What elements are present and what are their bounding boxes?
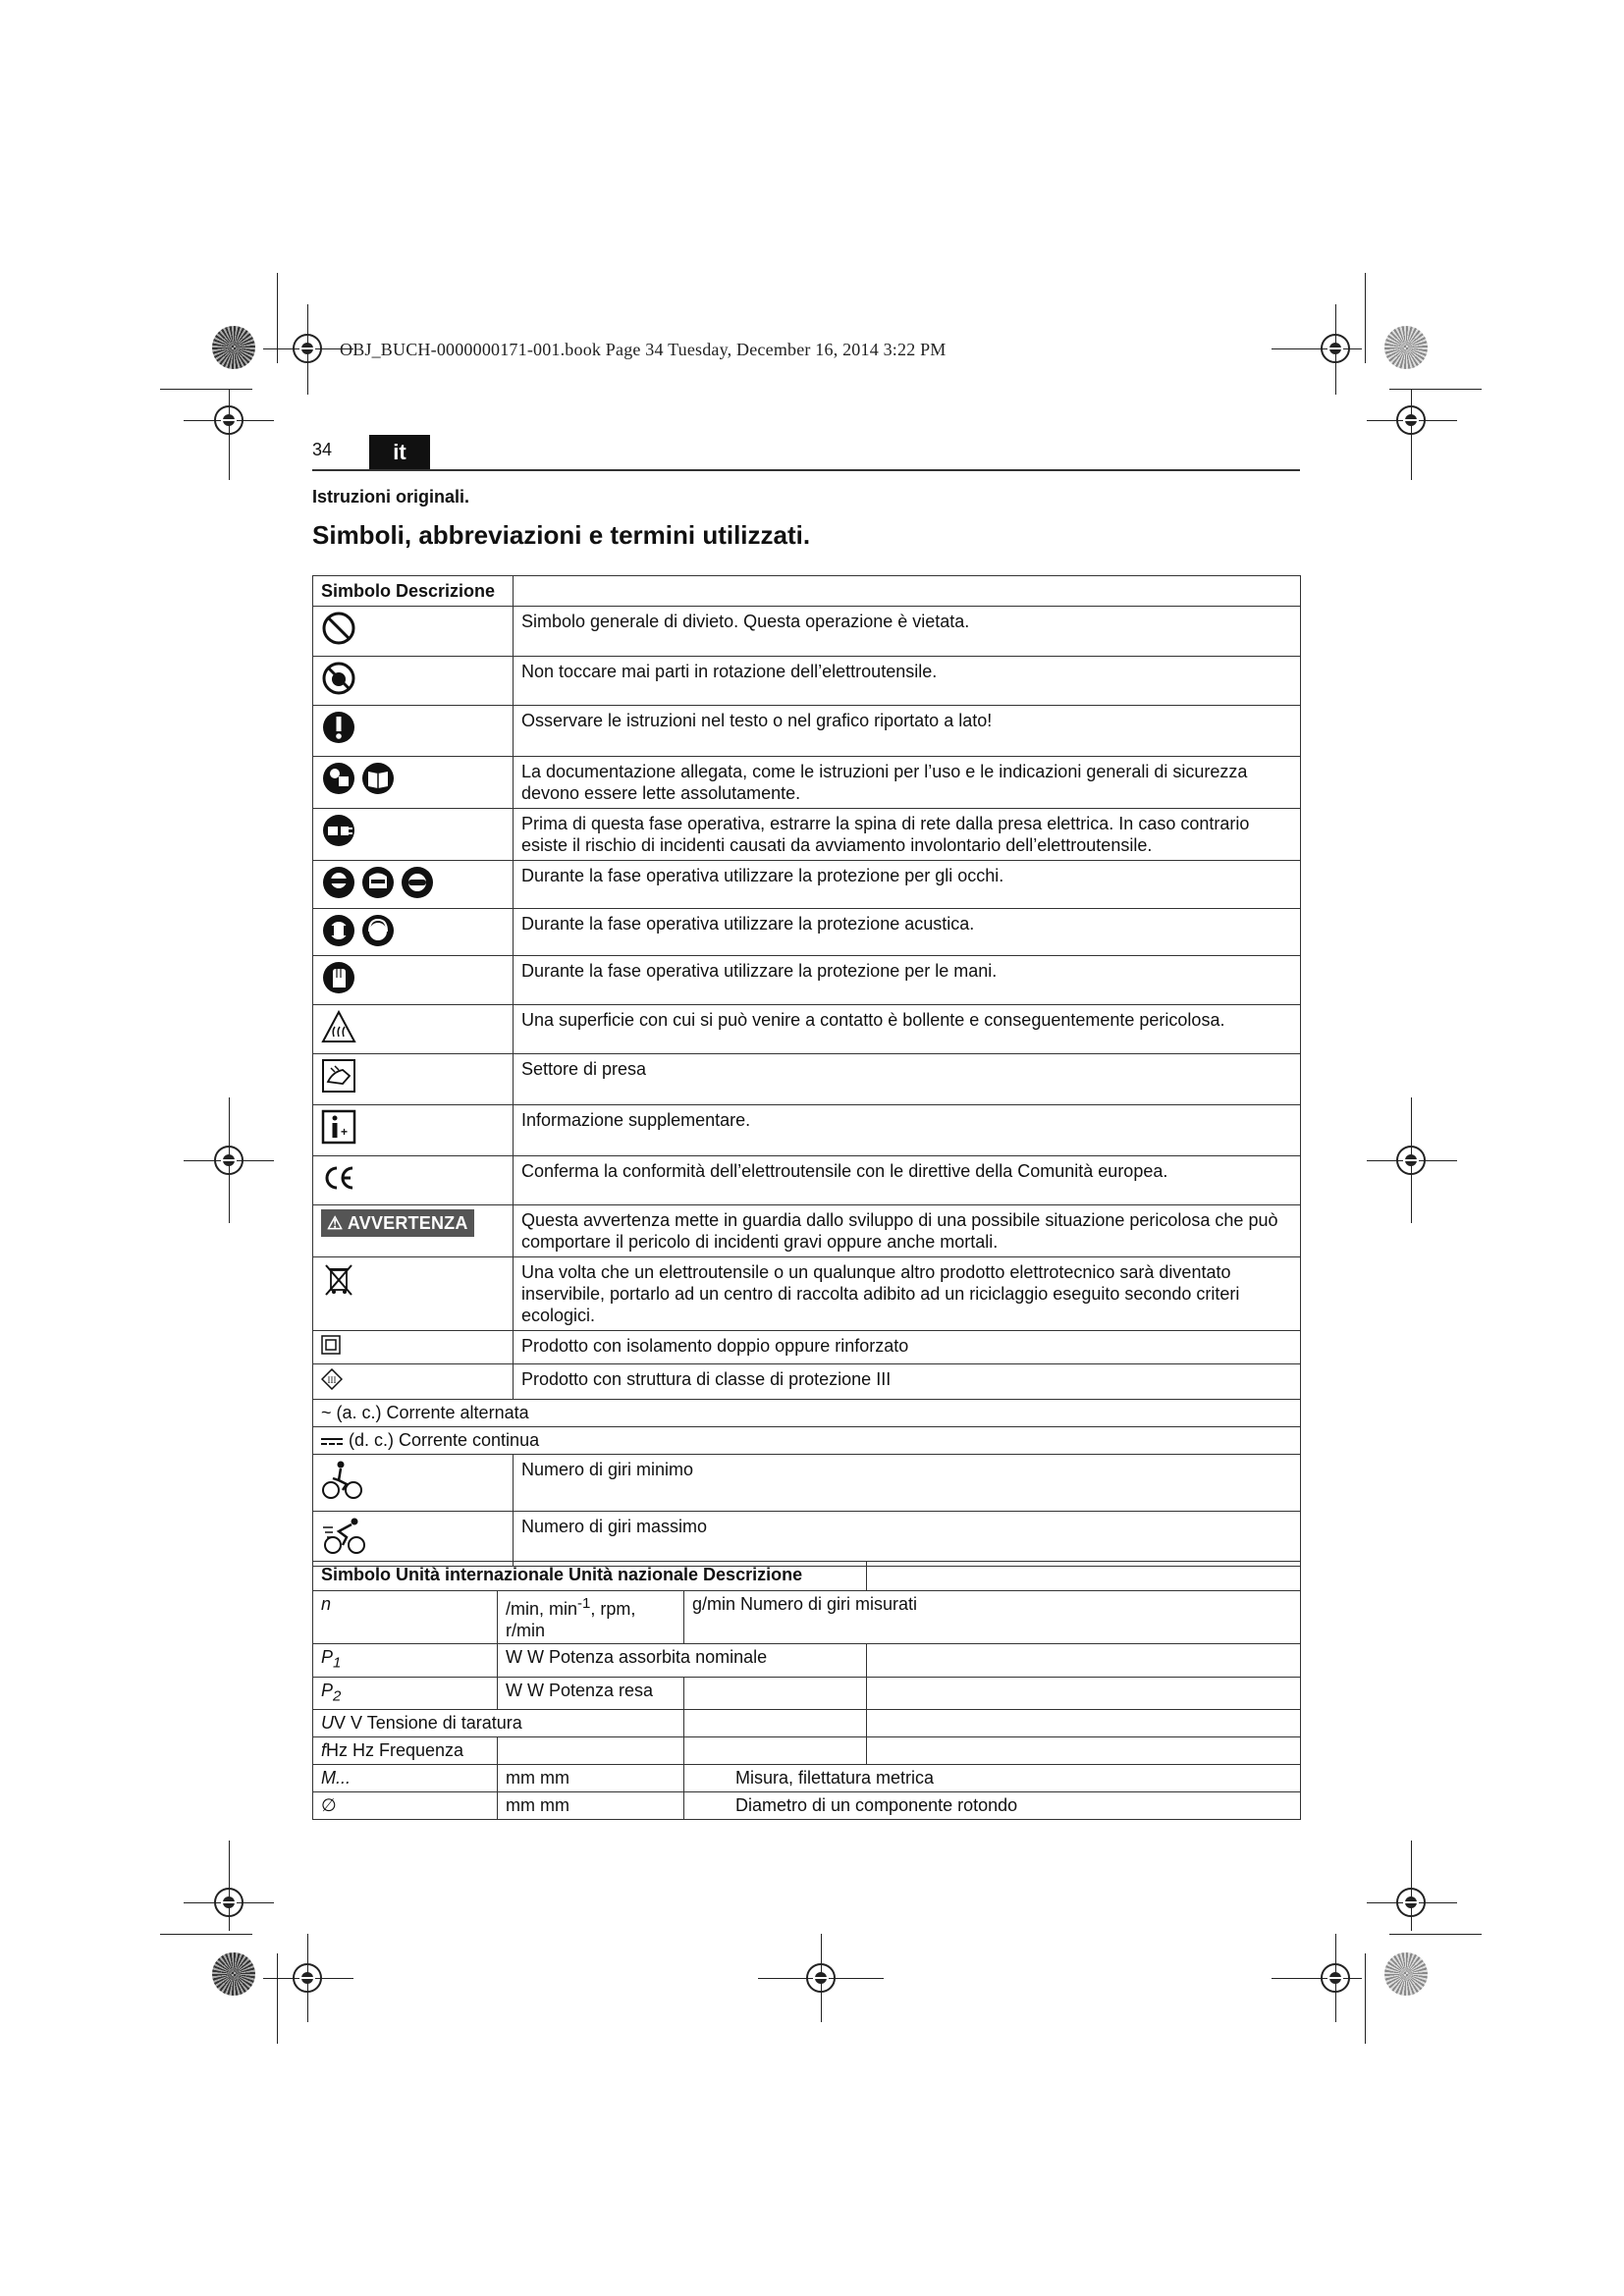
svg-text:+: +: [341, 1125, 349, 1139]
symbol-description: Questa avvertenza mette in guardia dallo sviluppo di una possibile situazione pericolosa che può comportare il pericolo di incidenti gravi oppure anche mortali.: [514, 1205, 1301, 1257]
table-header-cell: Simbolo Descrizione: [313, 576, 514, 607]
table-row: [313, 1054, 1301, 1105]
table-row: [313, 1677, 1301, 1710]
weee-bin-icon: [321, 1261, 356, 1297]
units-description: Hz Hz Frequenza: [326, 1740, 464, 1761]
intl-unit-end: , rpm,: [590, 1599, 636, 1619]
symbol-description: Settore di presa: [514, 1054, 1301, 1105]
grip-area-icon: [321, 1058, 356, 1094]
svg-text:III: III: [327, 1375, 337, 1385]
warning-badge: ⚠ AVVERTENZA: [321, 1209, 474, 1237]
registration-target-icon: [214, 1888, 244, 1917]
registration-target-icon: [214, 405, 244, 435]
symbol-diameter: ∅: [313, 1792, 498, 1820]
ac-current-row: ~ (a. c.) Corrente alternata: [313, 1400, 1301, 1427]
symbol-n: n: [313, 1591, 498, 1644]
registration-target-icon: [214, 1146, 244, 1175]
units-description: V V Tensione di taratura: [334, 1713, 522, 1734]
table-row: [313, 1792, 1301, 1820]
table-row: [313, 1005, 1301, 1054]
symbol-description: Osservare le istruzioni nel testo o nel grafico riportato a lato!: [514, 706, 1301, 757]
table-row: [313, 607, 1301, 657]
table-row: [313, 1455, 1301, 1512]
symbol-description: Numero di giri massimo: [514, 1512, 1301, 1567]
units-description: g/min Numero di giri misurati: [684, 1591, 1301, 1644]
table-row: [313, 861, 1301, 909]
goggles-icon: [400, 865, 435, 900]
table-row: [313, 1364, 1301, 1400]
symbol-m: M...: [313, 1765, 498, 1792]
symbol-description: Durante la fase operativa utilizzare la protezione acustica.: [514, 909, 1301, 956]
units-description: W W Potenza assorbita nominale: [498, 1644, 867, 1678]
units-description: Misura, filettatura metrica: [684, 1765, 1301, 1792]
eye-protection-icon: [321, 865, 356, 900]
symbol-description: Non toccare mai parti in rotazione dell’elettroutensile.: [514, 657, 1301, 706]
unplug-icon: [321, 813, 356, 848]
prohibition-icon: [321, 611, 356, 646]
symbol-description: Prima di questa fase operativa, estrarre la spina di rete dalla presa elettrica. In caso contrario esiste il rischio di incidenti causati da avviamento involontario dell’elettroutensile.: [514, 809, 1301, 861]
section-kicker: Istruzioni originali.: [312, 487, 470, 507]
symbols-table: [312, 575, 1301, 1567]
symbol-f: f: [321, 1740, 327, 1761]
ear-protection-icon: [321, 913, 356, 948]
table-row: [313, 956, 1301, 1005]
registration-target-icon: [806, 1963, 836, 1993]
table-row: [313, 1591, 1301, 1644]
cyclist-slow-icon: [321, 1459, 364, 1502]
page-number: 34: [312, 440, 333, 459]
table-row: [313, 1644, 1301, 1678]
table-row: [313, 1737, 1301, 1765]
units-description: W W Potenza resa: [498, 1677, 684, 1710]
table-row: [313, 1105, 1301, 1156]
symbol-description: Conferma la conformità dell’elettroutensile con le direttive della Comunità europea.: [514, 1156, 1301, 1205]
registration-target-icon: [1396, 1888, 1426, 1917]
print-file-info: OBJ_BUCH-0000000171-001.book Page 34 Tuesday, December 16, 2014 3:22 PM: [340, 340, 947, 359]
symbol-p2: P: [321, 1680, 334, 1700]
registration-target-icon: [293, 1963, 322, 1993]
dc-symbol-icon: [321, 1438, 343, 1445]
table-row: [313, 1710, 1301, 1737]
symbol-description: Numero di giri minimo: [514, 1455, 1301, 1512]
symbol-description: Prodotto con struttura di classe di protezione III: [514, 1364, 1301, 1400]
intl-unit-exponent: -1: [577, 1595, 591, 1612]
table-row: [313, 757, 1301, 809]
table-row: [313, 1156, 1301, 1205]
symbol-description: Durante la fase operativa utilizzare la protezione per gli occhi.: [514, 861, 1301, 909]
registration-target-icon: [1396, 405, 1426, 435]
table-row: [313, 1512, 1301, 1567]
table-row: [313, 1400, 1301, 1427]
page-title: Simboli, abbreviazioni e termini utilizzati.: [312, 520, 811, 550]
read-manual-person-icon: [321, 761, 356, 796]
symbol-description: Simbolo generale di divieto. Questa operazione è vietata.: [514, 607, 1301, 657]
hot-surface-icon: [321, 1009, 356, 1044]
symbol-u: U: [321, 1713, 334, 1734]
units-header-cell: Simbolo Unità internazionale Unità nazionale Descrizione: [313, 1562, 867, 1591]
table-row: [313, 1331, 1301, 1364]
intl-unit-line2: r/min: [506, 1621, 545, 1640]
table-row: [313, 909, 1301, 956]
exclamation-icon: [321, 710, 356, 745]
registration-wheel-icon: [212, 326, 255, 369]
table-header-row: [313, 576, 1301, 607]
read-manual-icon: [360, 761, 396, 796]
symbol-description: Durante la fase operativa utilizzare la protezione per le mani.: [514, 956, 1301, 1005]
registration-target-icon: [1321, 1963, 1350, 1993]
units-table: [312, 1561, 1301, 1820]
table-row: [313, 1205, 1301, 1257]
header-rule: [312, 469, 1300, 471]
table-row: [313, 706, 1301, 757]
intl-unit: mm mm: [498, 1765, 684, 1792]
table-row: [313, 809, 1301, 861]
language-badge: it: [369, 435, 430, 470]
cyclist-fast-icon: [321, 1516, 368, 1557]
symbol-subscript: 1: [333, 1654, 342, 1672]
symbol-p1: P: [321, 1647, 334, 1667]
double-insulation-icon: [321, 1335, 341, 1355]
class-three-icon: [321, 1368, 343, 1390]
registration-wheel-icon: [1384, 1952, 1428, 1996]
no-touch-rotating-icon: [321, 661, 356, 696]
dc-current-row: (d. c.) Corrente continua: [349, 1430, 540, 1450]
units-description: Diametro di un componente rotondo: [684, 1792, 1301, 1820]
intl-unit: mm mm: [498, 1792, 684, 1820]
symbol-description: La documentazione allegata, come le istruzioni per l’uso e le indicazioni generali di sicurezza devono essere lette assolutamente.: [514, 757, 1301, 809]
registration-wheel-icon: [212, 1952, 255, 1996]
earmuffs-icon: [360, 913, 396, 948]
table-row: [313, 1427, 1301, 1455]
table-row: [313, 1257, 1301, 1331]
symbol-description: Prodotto con isolamento doppio oppure rinforzato: [514, 1331, 1301, 1364]
face-shield-icon: [360, 865, 396, 900]
symbol-description: Una superficie con cui si può venire a contatto è bollente e conseguentemente pericolosa.: [514, 1005, 1301, 1054]
registration-target-icon: [1321, 334, 1350, 363]
table-row: [313, 657, 1301, 706]
table-header-row: [313, 1562, 1301, 1591]
ce-mark-icon: [321, 1160, 356, 1196]
table-row: [313, 1765, 1301, 1792]
symbol-subscript: 2: [333, 1687, 342, 1705]
hand-protection-icon: [321, 960, 356, 995]
registration-target-icon: [1396, 1146, 1426, 1175]
symbol-description: Informazione supplementare.: [514, 1105, 1301, 1156]
symbol-description: Una volta che un elettroutensile o un qualunque altro prodotto elettrotecnico sarà diventato inservibile, portarlo ad un centro di raccolta adibito ad un riciclaggio eseguito secondo criteri ecologici.: [514, 1257, 1301, 1331]
info-icon: [321, 1109, 356, 1145]
registration-target-icon: [293, 334, 322, 363]
registration-wheel-icon: [1384, 326, 1428, 369]
warning-badge-label: AVVERTENZA: [347, 1213, 468, 1233]
intl-unit: /min, min: [506, 1599, 578, 1619]
